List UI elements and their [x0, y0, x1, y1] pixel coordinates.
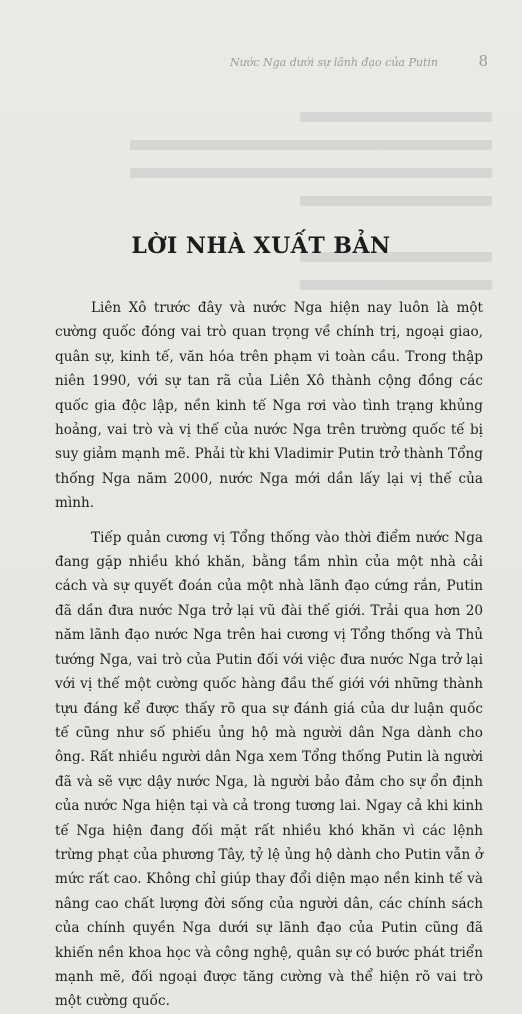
- body-text: [55, 296, 483, 1014]
- page-title: LỜI NHÀ XUẤT BẢN: [131, 232, 391, 259]
- paragraph-1: Liên Xô trước đây và nước Nga hiện nay luôn là một cường quốc đóng vai trò quan trọng về chính trị, ngoại giao, quân sự, kinh tế, văn hóa trên phạm vi toàn cầu. Trong thập niên 1990, với sự tan rã của Liên Xô thành cộng đồng các quốc gia độc lập, nền kinh tế Nga rơi vào tình trạng khủng hoảng, vai trò và vị thế của nước Nga trên trường quốc tế bị suy giảm mạnh mẽ. Phải từ khi Vladimir Putin trở thành Tổng thống Nga năm 2000, nước Nga mới dần lấy lại vị thế của mình.: [55, 300, 483, 512]
- paragraph-2: Tiếp quản cương vị Tổng thống vào thời điểm nước Nga đang gặp nhiều khó khăn, bằng tầm nhìn của một nhà cải cách và sự quyết đoán của một nhà lãnh đạo cứng rắn, Putin đã dần đưa nước Nga trở lại vũ đài thế giới. Trải qua hơn 20 năm lãnh đạo nước Nga trên hai cương vị Tổng thống và Thủ tướng Nga, vai trò của Putin đối với việc đưa nước Nga trở lại với vị thế một cường quốc hàng đầu thế giới với những thành tựu đáng kể được thấy rõ qua sự đánh giá của dư luận quốc tế cũng như số phiếu ủng hộ mà người dân Nga dành cho ông. Rất nhiều người dân Nga xem Tổng thống Putin là người đã và sẽ vực dậy nước Nga, là người bảo đảm cho sự ổn định của nước Nga hiện tại và cả trong tương lai. Ngay cả khi kinh tế Nga hiện đang đối mặt rất nhiều khó khăn vì các lệnh trừng phạt của phương Tây, tỷ lệ ủng hộ dành cho Putin vẫn ở mức rất cao. Không chỉ giúp thay đổi diện mạo nền kinh tế và nâng cao chất lượng đời sống của người dân, các chính sách của chính quyền Nga dưới sự lãnh đạo của Putin cũng đã khiến nền khoa học và công nghệ, quân sự có bước phát triển mạnh mẽ, đối ngoại được tăng cường và thể hiện rõ vai trò một cường quốc.: [55, 529, 483, 1010]
- page-number: 8: [478, 52, 488, 70]
- running-head: Nước Nga dưới sự lãnh đạo của Putin: [230, 56, 438, 69]
